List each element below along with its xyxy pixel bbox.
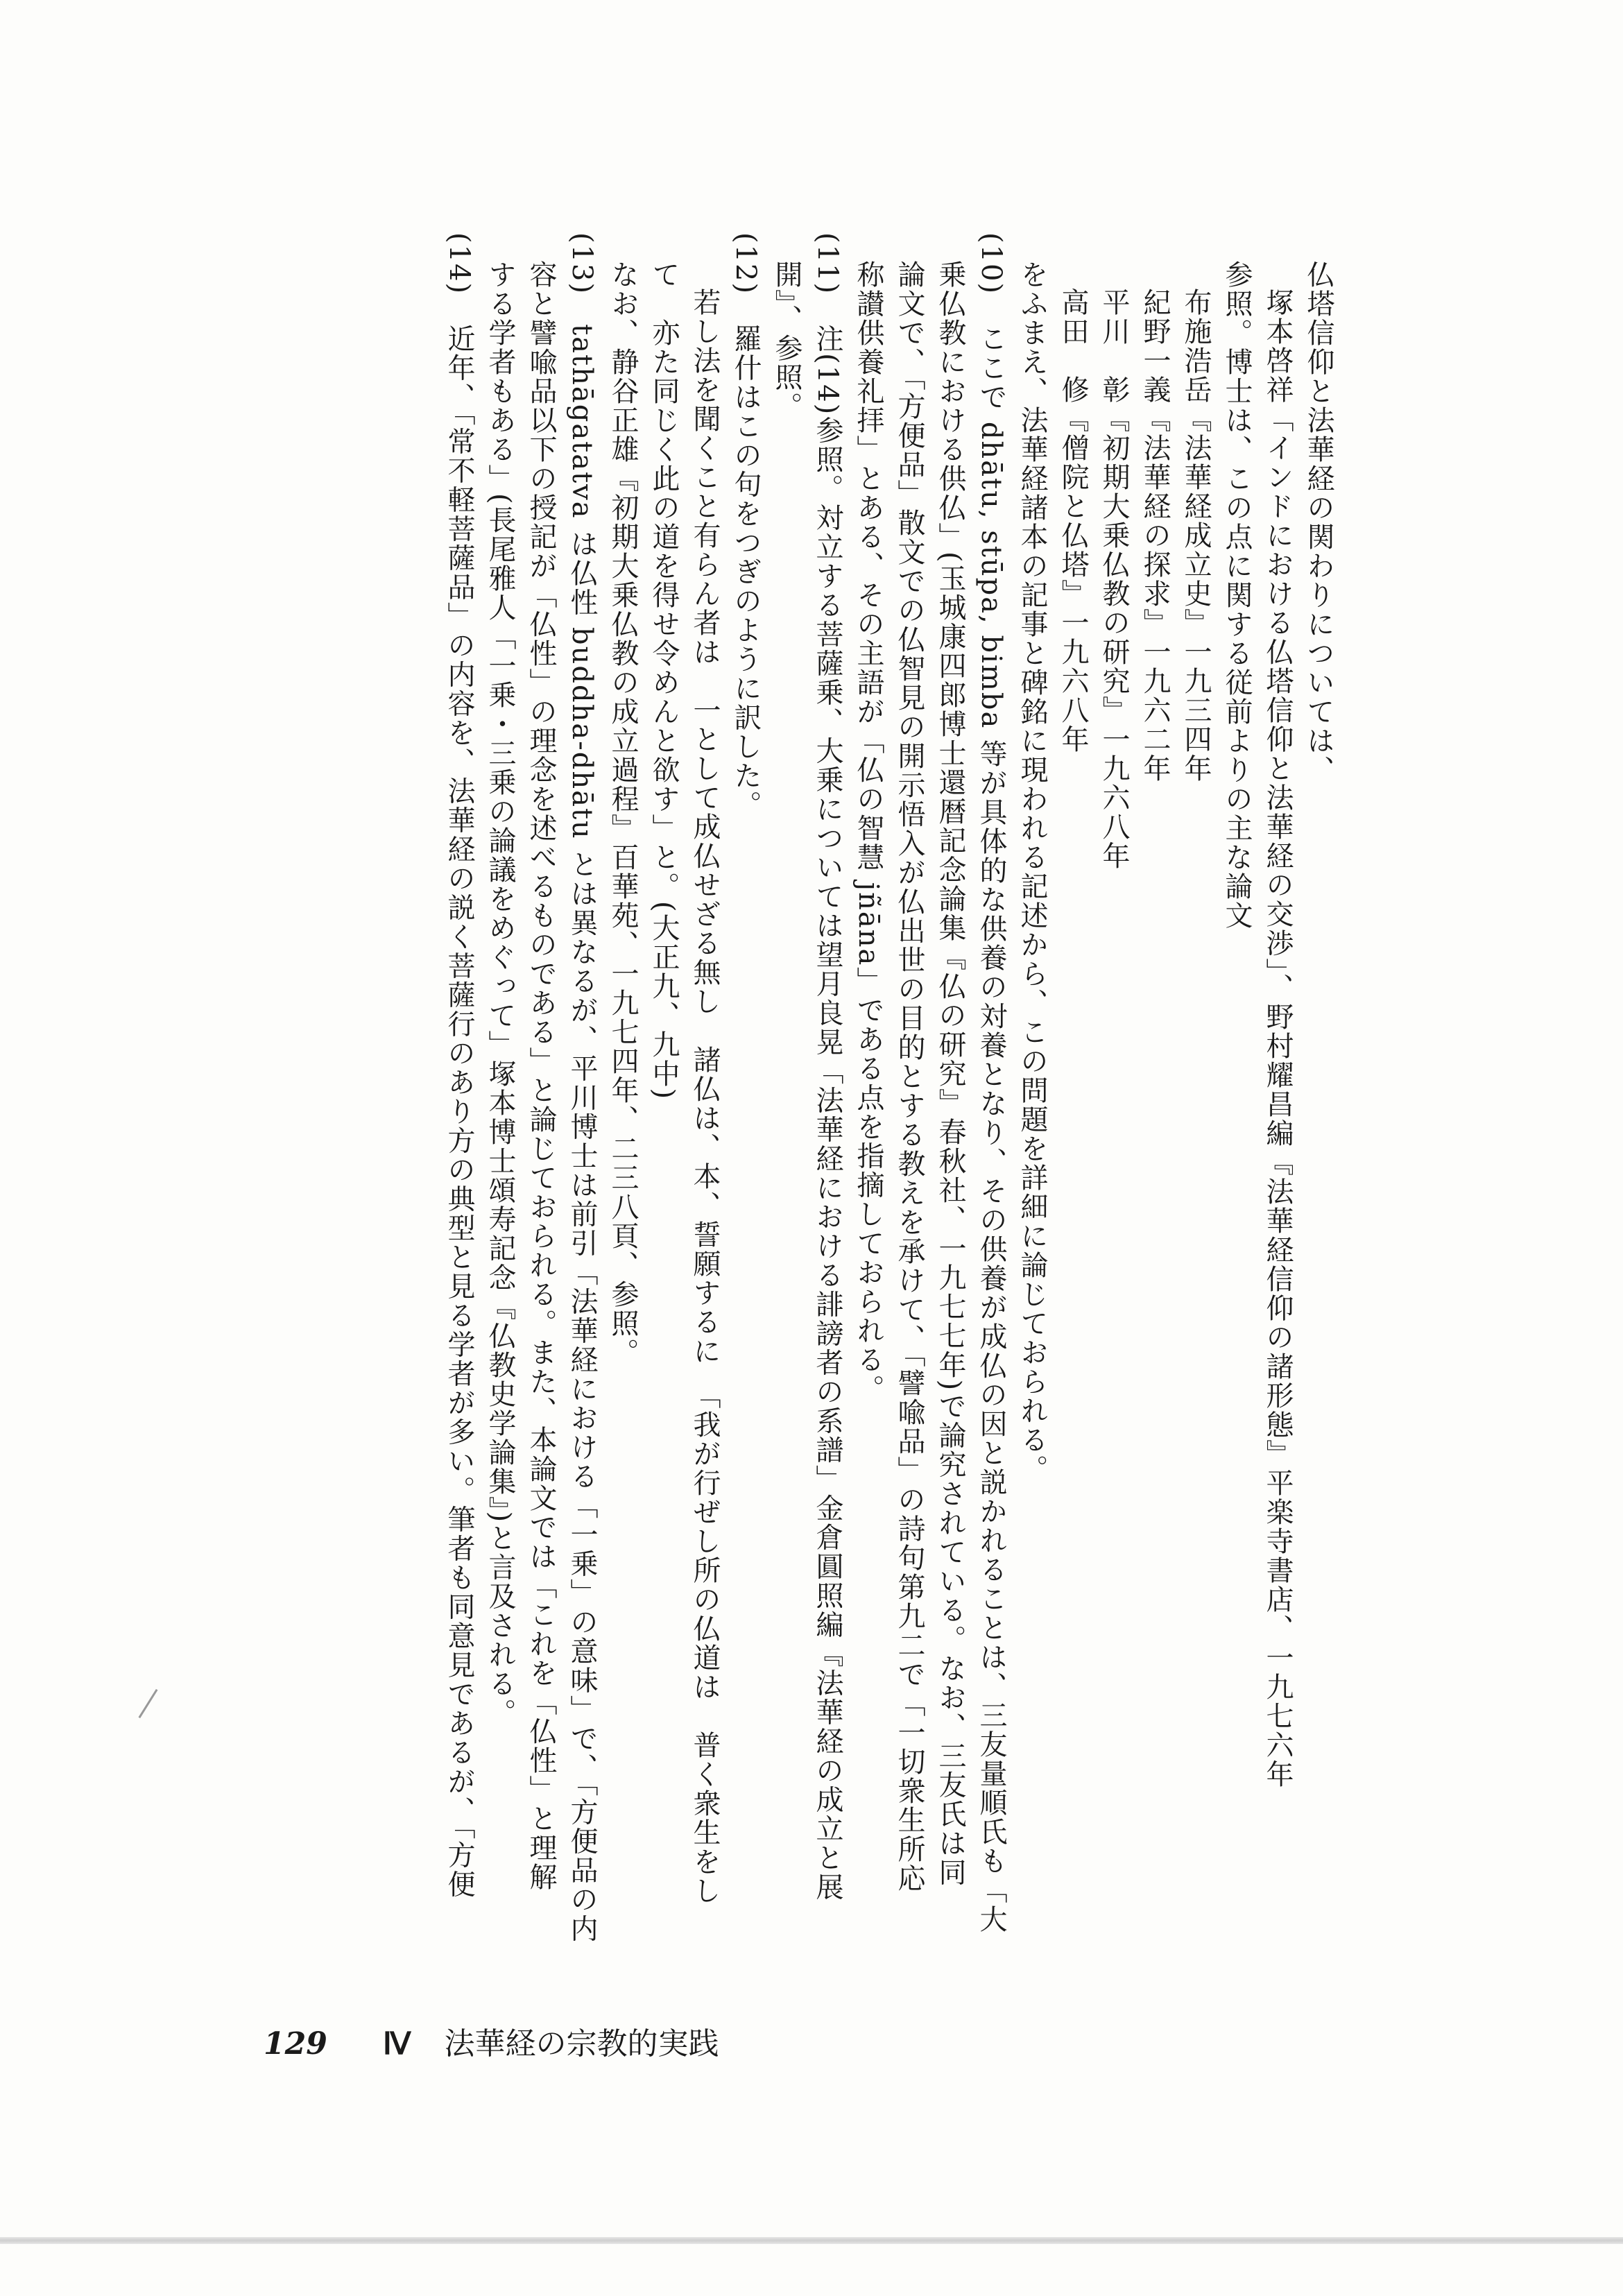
running-title: 法華経の宗教的実践 [444,2026,719,2062]
text-line: する学者もある」(長尾雅人「一乗・三乗の論議をめぐって」塚本博士頌寿記念『仏教史学論集』)と言及される。 [484,260,516,1728]
text-line: 容と譬喩品以下の授記が「仏性」の理念を述べるものである」と論じておられる。また、本論文では「これを「仏性」と理解 [525,260,557,1892]
text-line: 仏塔信仰と法華経の関わりについては、 [1303,260,1334,785]
page-footer [264,2019,719,2063]
text-line: 平川 彰『初期大乗仏教の研究』一九六八年 [1098,288,1130,871]
main-text-column [243,232,1339,1946]
text-line: (11) 注(14)参照。対立する菩薩乗、大乗については望月良晃「法華経における誹謗者の系譜」金倉圓照編『法華経の成立と展 [812,232,843,1902]
text-line: 称讃供養礼拝」とある、その主語が「仏の智慧 jñāna」である点を指摘しておられる。 [852,260,884,1404]
text-line: 若し法を聞くこと有らん者は 一として成仏せざる無し 諸仏は、本、誓願するに 「我が行ぜし所の仏道は 普く衆生をし [689,288,721,1905]
text-line: 乗仏教における供仏」(玉城康四郎博士還暦記念論集『仏の研究』春秋社、一九七七年)で論究されている。なお、三友氏は同 [934,260,966,1887]
text-line: なお、静谷正雄『初期大乗仏教の成立過程』百華苑、一九七四年、二三八頁、参照。 [607,260,639,1367]
text-line: 紀野一義『法華経の探求』一九六二年 [1139,288,1171,783]
text-line: (13) tathāgatatva は仏性 buddha-dhātu とは異なるが、平川博士は前引「法華経における「一乗」の意味」で、「方便品の内 [566,232,598,1944]
text-line: 塚本啓祥「インドにおける仏塔信仰と法華経の交渉」、野村耀昌編『法華経信仰の諸形態』平楽寺書店、一九七六年 [1262,288,1294,1789]
text-line: (12) 羅什はこの句をつぎのように訳した。 [730,232,762,820]
scan-edge-line [0,2237,1623,2244]
text-line: 布施浩岳『法華経成立史』一九三四年 [1180,288,1212,783]
text-line: 参照。博士は、この点に関する従前よりの主な論文 [1221,260,1253,930]
text-line: 論文で、「方便品」散文での仏智見の開示悟入が仏出世の目的とする教えを承けて、「譬喩品」の詩句第九二で「一切衆生所応 [893,260,925,1893]
text-line: 高田 修『僧院と仏塔』一九六八年 [1057,288,1089,754]
stray-pen-mark [139,1689,158,1718]
page-number: 129 [264,2026,327,2062]
text-line: (14) 近年、「常不軽菩薩品」の内容を、法華経の説く菩薩行のあり方の典型と見る学者が多い。筆者も同意見であるが、「方便 [443,232,475,1899]
text-line: をふまえ、法華経諸本の記事と碑銘に現われる記述から、この問題を詳細に論じておられる。 [1016,260,1048,1484]
chapter-number: Ⅳ [382,2027,411,2061]
text-line: (10) ここで dhātu, stūpa, bimba 等が具体的な供養の対養となり、その供養が成仏の因と説かれることは、三友量順氏も「大 [975,232,1007,1935]
text-line: て 亦た同じく此の道を得せ令めんと欲す」と。(大正九、九中) [648,260,680,1101]
text-line: 開』、参照。 [771,260,802,421]
